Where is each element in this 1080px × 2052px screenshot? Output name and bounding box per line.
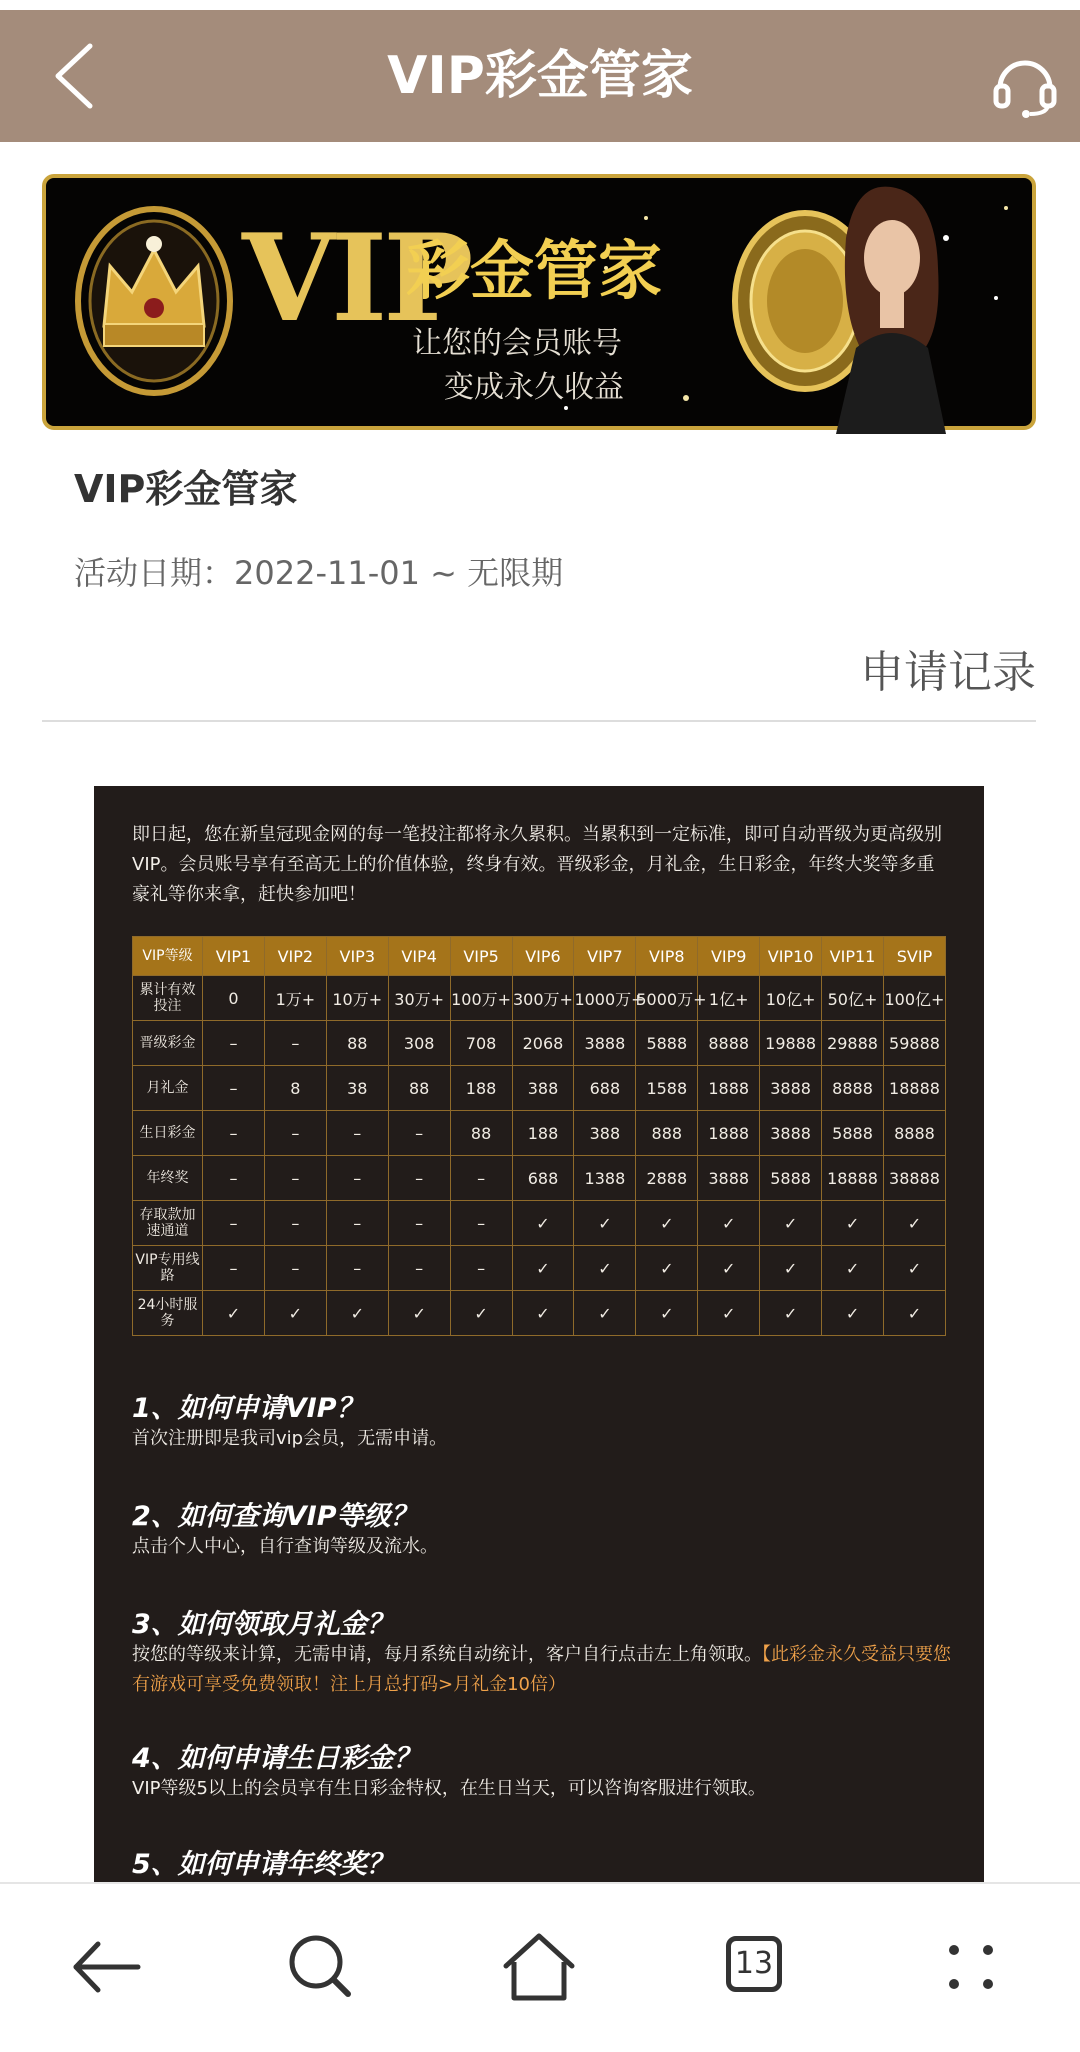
vip-table-cell: ✓: [760, 1291, 822, 1336]
vip-table-cell: 59888: [883, 1021, 945, 1066]
vip-table-cell: ✓: [822, 1246, 884, 1291]
vip-table-cell: ✓: [760, 1246, 822, 1291]
vip-table-cell: ✓: [203, 1291, 265, 1336]
vip-table-cell: ✓: [512, 1291, 574, 1336]
vip-table-cell: –: [203, 1201, 265, 1246]
vip-table-cell: 2068: [512, 1021, 574, 1066]
vip-table-cell: 19888: [760, 1021, 822, 1066]
menu-dots-icon: [926, 1922, 1016, 2012]
vip-table-cell: 100亿+: [883, 976, 945, 1021]
vip-table-cell: 38: [326, 1066, 388, 1111]
app-header: [0, 10, 1080, 142]
vip-table-cell: 18888: [822, 1156, 884, 1201]
vip-table-row: [133, 1246, 946, 1291]
vip-table-cell: 38888: [883, 1156, 945, 1201]
vip-table-row-label: 存取款加速通道: [133, 1201, 203, 1246]
vip-table-cell: 388: [512, 1066, 574, 1111]
vip-table-cell: ✓: [883, 1291, 945, 1336]
vip-table-cell: 688: [512, 1156, 574, 1201]
vip-table-header-cell: VIP10: [760, 937, 822, 976]
vip-table-cell: 8: [264, 1066, 326, 1111]
promo-poster: [94, 786, 984, 1886]
vip-table-cell: –: [388, 1156, 450, 1201]
vip-table-cell: –: [264, 1111, 326, 1156]
faq-question-2: 2、如何查询VIP等级？: [132, 1501, 418, 1532]
vip-table-cell: 30万+: [388, 976, 450, 1021]
vip-table-cell: 29888: [822, 1021, 884, 1066]
divider: [42, 720, 1036, 722]
vip-level-table: [132, 936, 946, 1336]
vip-table-cell: 100万+: [450, 976, 512, 1021]
vip-table-cell: 10万+: [326, 976, 388, 1021]
faq-question-5: 5、如何申请年终奖？: [132, 1849, 394, 1880]
vip-table-cell: –: [326, 1201, 388, 1246]
vip-table-cell: ✓: [512, 1201, 574, 1246]
nav-menu-button[interactable]: [926, 1922, 1016, 2012]
vip-table-header-row: [133, 937, 946, 976]
home-icon: [494, 1922, 584, 2012]
vip-table-row-label: 年终奖: [133, 1156, 203, 1201]
faq-question-4: 4、如何申请生日彩金？: [132, 1743, 421, 1774]
vip-table-header-cell: VIP5: [450, 937, 512, 976]
faq-answer-4: VIP等级5以上的会员享有生日彩金特权，在生日当天，可以咨询客服进行领取。: [132, 1778, 766, 1799]
vip-table-cell: ✓: [636, 1246, 698, 1291]
vip-table-cell: 300万+: [512, 976, 574, 1021]
vip-table-cell: 188: [450, 1066, 512, 1111]
vip-table-row-label: 月礼金: [133, 1066, 203, 1111]
vip-table-cell: 1888: [698, 1066, 760, 1111]
promo-banner[interactable]: [42, 174, 1036, 430]
vip-table-header-cell: VIP9: [698, 937, 760, 976]
vip-table-cell: 8888: [698, 1021, 760, 1066]
vip-table-cell: –: [326, 1246, 388, 1291]
vip-table-cell: 5000万+: [636, 976, 698, 1021]
faq-answer-3-highlight: 【此彩金永久受益只要您有游戏可享受免费领取！注上月总打码>月礼金10倍）: [132, 1644, 951, 1695]
activity-date: 活动日期：2022-11-01 ~ 无限期: [74, 554, 564, 592]
vip-table-cell: ✓: [822, 1291, 884, 1336]
vip-table-cell: –: [203, 1021, 265, 1066]
vip-table-cell: ✓: [450, 1291, 512, 1336]
vip-table-cell: 8888: [883, 1111, 945, 1156]
nav-home-button[interactable]: [494, 1922, 584, 2012]
nav-back-button[interactable]: [62, 1922, 152, 2012]
vip-table-row-label: 晋级彩金: [133, 1021, 203, 1066]
faq-answer-2: 点击个人中心，自行查询等级及流水。: [132, 1536, 438, 1557]
vip-table-cell: –: [388, 1201, 450, 1246]
vip-table-cell: ✓: [698, 1201, 760, 1246]
vip-table-header-cell: VIP8: [636, 937, 698, 976]
vip-table-cell: 0: [203, 976, 265, 1021]
model-photo: [826, 178, 956, 434]
vip-table-cell: –: [264, 1246, 326, 1291]
vip-table-cell: 1588: [636, 1066, 698, 1111]
vip-table-cell: –: [264, 1156, 326, 1201]
vip-table-cell: 188: [512, 1111, 574, 1156]
vip-table-cell: 8888: [822, 1066, 884, 1111]
faq-answer-1: 首次注册即是我司vip会员，无需申请。: [132, 1428, 448, 1449]
headset-icon: [990, 50, 1060, 120]
vip-table-cell: 3888: [760, 1111, 822, 1156]
vip-table-cell: 1888: [698, 1111, 760, 1156]
vip-table-cell: ✓: [698, 1246, 760, 1291]
vip-table-header-cell: VIP2: [264, 937, 326, 976]
vip-table-cell: ✓: [883, 1201, 945, 1246]
vip-table-row: [133, 1111, 946, 1156]
vip-table-header-cell: VIP11: [822, 937, 884, 976]
vip-table-row: [133, 1156, 946, 1201]
vip-table-header-cell: VIP7: [574, 937, 636, 976]
vip-table-cell: ✓: [388, 1291, 450, 1336]
nav-back-icon: [62, 1922, 152, 2012]
apply-record-link[interactable]: 申请记录: [860, 647, 1036, 698]
vip-table-row-label: 24小时服务: [133, 1291, 203, 1336]
vip-table-cell: –: [450, 1156, 512, 1201]
vip-table-cell: 708: [450, 1021, 512, 1066]
vip-table-header-cell: VIP等级: [133, 937, 203, 976]
vip-table-cell: ✓: [760, 1201, 822, 1246]
vip-table-cell: –: [450, 1201, 512, 1246]
vip-table-cell: ✓: [512, 1246, 574, 1291]
vip-table-cell: 3888: [760, 1066, 822, 1111]
vip-table-row: [133, 976, 946, 1021]
vip-table-cell: 1亿+: [698, 976, 760, 1021]
vip-table-cell: –: [203, 1246, 265, 1291]
vip-table-header-cell: VIP4: [388, 937, 450, 976]
vip-table-cell: 50亿+: [822, 976, 884, 1021]
search-icon: [276, 1922, 366, 2012]
vip-table-cell: ✓: [326, 1291, 388, 1336]
vip-table-cell: 388: [574, 1111, 636, 1156]
vip-table-cell: –: [388, 1246, 450, 1291]
vip-table-row: [133, 1201, 946, 1246]
vip-table-cell: –: [203, 1156, 265, 1201]
vip-table-header-cell: VIP3: [326, 937, 388, 976]
vip-table-cell: –: [203, 1111, 265, 1156]
activity-title: VIP彩金管家: [74, 467, 298, 511]
banner-title: 彩金管家: [406, 235, 662, 309]
vip-table-cell: ✓: [264, 1291, 326, 1336]
vip-table-cell: 5888: [636, 1021, 698, 1066]
vip-table-cell: ✓: [883, 1246, 945, 1291]
faq-answer-3: [132, 1640, 952, 1700]
vip-table-header-cell: SVIP: [883, 937, 945, 976]
tabs-icon: 13: [726, 1936, 782, 1992]
banner-vip-text: VIP: [242, 208, 470, 349]
vip-table-cell: 308: [388, 1021, 450, 1066]
banner-subtitle-2: 变成永久收益: [444, 370, 624, 405]
vip-table-header-cell: VIP1: [203, 937, 265, 976]
vip-table-cell: ✓: [698, 1291, 760, 1336]
vip-table-cell: –: [203, 1066, 265, 1111]
vip-table-cell: –: [388, 1111, 450, 1156]
vip-table-cell: 2888: [636, 1156, 698, 1201]
vip-table-cell: 88: [450, 1111, 512, 1156]
vip-table-row: [133, 1066, 946, 1111]
vip-table-row-label: 累计有效投注: [133, 976, 203, 1021]
nav-tabs-button[interactable]: [712, 1922, 802, 2012]
vip-table-cell: ✓: [822, 1201, 884, 1246]
poster-intro: 即日起，您在新皇冠现金网的每一笔投注都将永久累积。当累积到一定标准，即可自动晋级为更高级别VIP。会员账号享有至高无上的价值体验，终身有效。晋级彩金，月礼金，生日彩金，年终大奖等多重豪礼等你来拿，赶快参加吧！: [132, 824, 942, 905]
vip-table-cell: 1000万+: [574, 976, 636, 1021]
vip-table-cell: 5888: [760, 1156, 822, 1201]
customer-service-button[interactable]: [990, 50, 1060, 120]
faq-answer-3-text: 按您的等级来计算，无需申请，每月系统自动统计，客户自行点击左上角领取。: [132, 1644, 762, 1665]
vip-table-cell: 88: [326, 1021, 388, 1066]
faq-question-3: 3、如何领取月礼金？: [132, 1609, 394, 1640]
vip-table-cell: 5888: [822, 1111, 884, 1156]
browser-bottom-nav: [0, 1882, 1080, 2052]
vip-table-cell: –: [326, 1156, 388, 1201]
vip-table-cell: ✓: [636, 1201, 698, 1246]
vip-table-cell: 1万+: [264, 976, 326, 1021]
vip-table-row-label: 生日彩金: [133, 1111, 203, 1156]
vip-table-cell: –: [264, 1201, 326, 1246]
banner-subtitle-1: 让您的会员账号: [412, 326, 622, 361]
vip-table-cell: 10亿+: [760, 976, 822, 1021]
vip-table-row: [133, 1291, 946, 1336]
vip-table-cell: 3888: [574, 1021, 636, 1066]
vip-table-cell: ✓: [574, 1201, 636, 1246]
vip-table-header-cell: VIP6: [512, 937, 574, 976]
vip-table-cell: 688: [574, 1066, 636, 1111]
crown-emblem-icon: [74, 206, 234, 396]
nav-search-button[interactable]: [276, 1922, 366, 2012]
vip-table-cell: –: [450, 1246, 512, 1291]
page-title: VIP彩金管家: [387, 46, 693, 106]
vip-table-cell: 3888: [698, 1156, 760, 1201]
vip-table-cell: ✓: [636, 1291, 698, 1336]
vip-table-cell: –: [326, 1111, 388, 1156]
faq-question-1: 1、如何申请VIP？: [132, 1393, 364, 1424]
vip-table-cell: ✓: [574, 1246, 636, 1291]
vip-table-cell: 888: [636, 1111, 698, 1156]
vip-table-cell: –: [264, 1021, 326, 1066]
vip-table-cell: 88: [388, 1066, 450, 1111]
vip-table-cell: ✓: [574, 1291, 636, 1336]
vip-table-row-label: VIP专用线路: [133, 1246, 203, 1291]
vip-table-cell: 1388: [574, 1156, 636, 1201]
vip-table-cell: 18888: [883, 1066, 945, 1111]
vip-table-row: [133, 1021, 946, 1066]
